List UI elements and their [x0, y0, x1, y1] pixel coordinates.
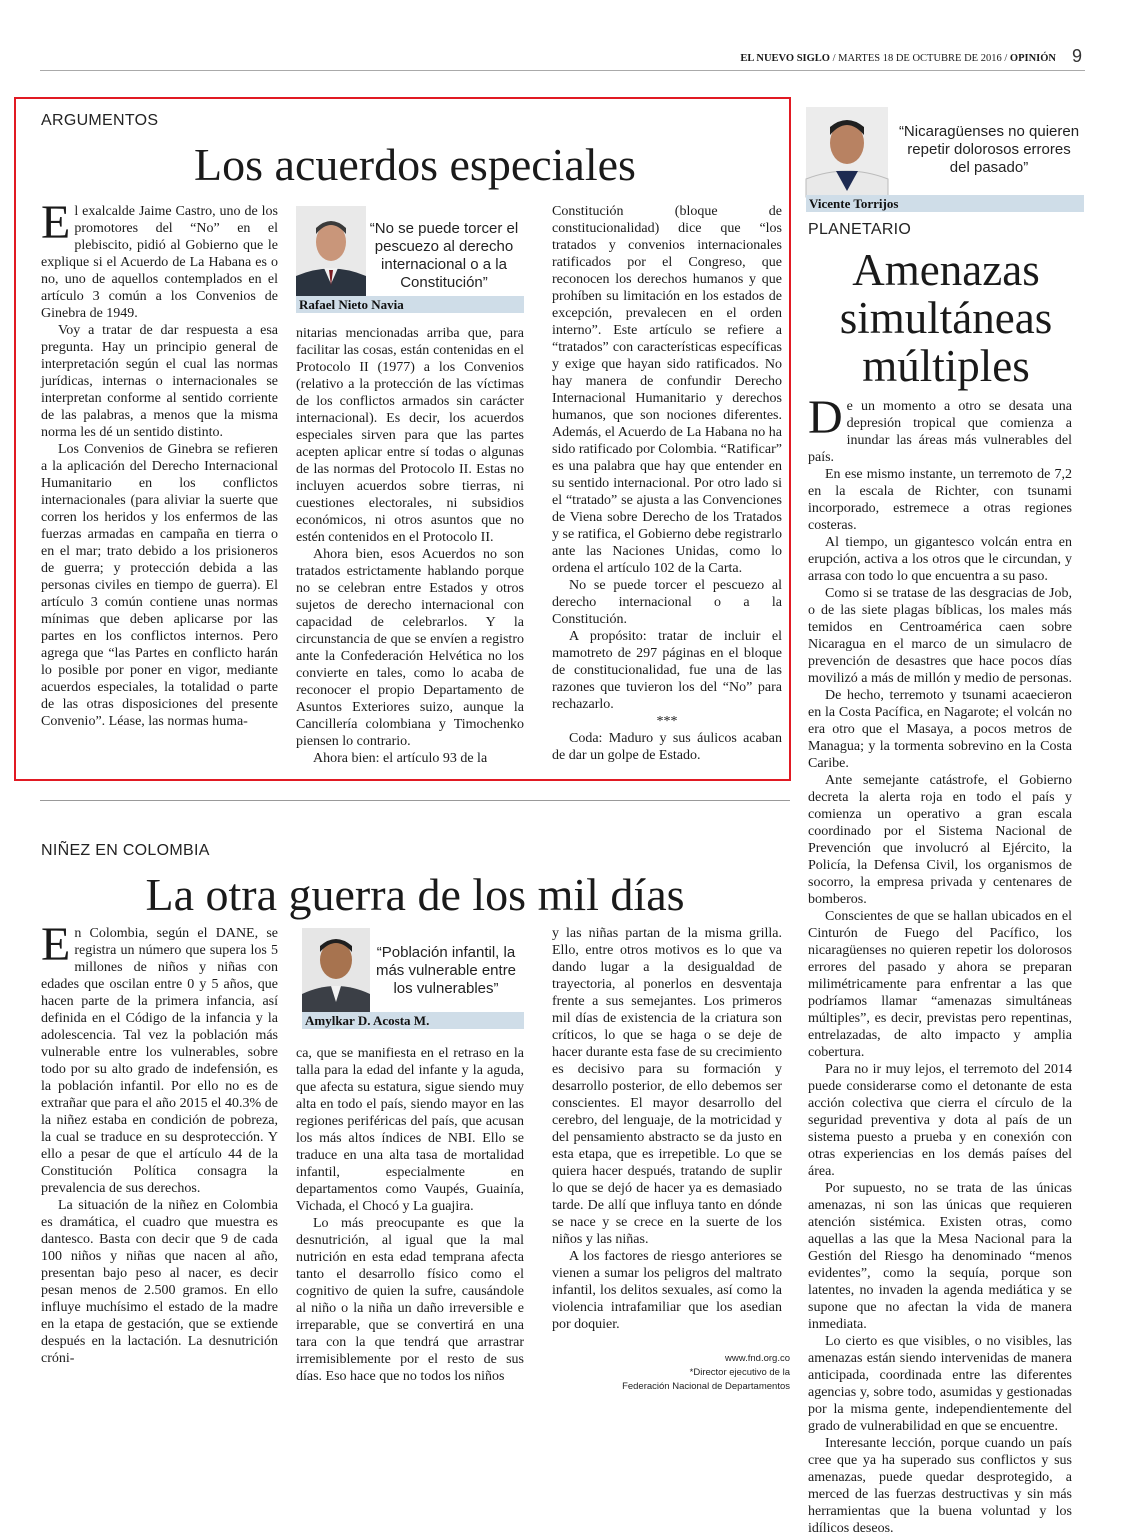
paragraph: De hecho, terremoto y tsunami acaecieron en la Costa Pacífica, en Nagarote; el volcán no era otro que el Masaya, a pocos metros de Managua; y la tormenta sobrevino en la Costa Caribe. [808, 688, 1072, 771]
article-title-amenazas [806, 246, 1086, 390]
section-label-argumentos: ARGUMENTOS [41, 112, 159, 129]
author-box-nieto [296, 206, 524, 312]
paragraph: No se puede torcer el pescuezo al derecho internacional o a la Constitución. [552, 578, 782, 627]
drop-cap: E [41, 918, 71, 971]
article-title-acuerdos: Los acuerdos especiales [194, 139, 636, 190]
paragraph: Por supuesto, no se trata de las únicas amenazas, ni son las únicas que requieren atención sistémica. Existen otras, como aquellas a las que la Mesa Nacional para la Gestión del Riesgo ha denominado “menos evidentes”, como la sequía, porque son latentes, no invaden la agenda mediática y se supone que no afectan la vida de manera inmediata. [808, 1181, 1072, 1332]
title-line: simultáneas [839, 293, 1053, 343]
paragraph: l exalcalde Jaime Castro, uno de los promotores del “No” en el plebiscito, pidió al Gobierno que le explique si el Acuerdo de La Habana es o no, uno de aquellos contemplados en el artículo 3 común a los Convenios de Ginebra de 1949. [41, 204, 278, 321]
paragraph: nitarias mencionadas arriba que, para facilitar las cosas, están contenidas en el Protocolo II (1977) a los Convenios (relativo a la protección de las víctimas de los conflictos armados sin carácter internacional). Es decir, los acuerdos especiales sirven para que las partes acepten aplicar entre sí todas o algunas de las normas del Protocolo II. Estas no incluyen acuerdos sobre tierras, ni cuestiones electorales, ni subsidios económicos, ni otros asuntos que no estén contenidos en el Protocolo II. [296, 326, 524, 545]
paragraph: y las niñas partan de la misma grilla. Ello, entre otros motivos es lo que va dando lugar a la desigualdad de trayectoria, al ponerlos en desventaja frente a sus semejantes. Los primeros mil días de existencia de la criatura son críticos, lo que se haga o se deje de hacer durante esta fase de su crecimiento es decisivo para su formación y desarrollo posterior, de ello debemos ser conscientes. El mayor desarrollo del cerebro, del lenguaje, de la motricidad y del pensamiento abstracto se da justo en esta etapa, que es irrepetible. Lo que se quiera hacer después, tratando de suplir lo que se dejó de hacer ya es demasiado tarde. De allí que influya tanto en dónde se nace y se crece en la suerte de los niños y las niñas. [552, 926, 782, 1247]
separator: *** [656, 714, 678, 729]
author-photo [302, 928, 370, 1012]
credit-org: Federación Nacional de Departamentos [622, 1381, 790, 1392]
paper-name: EL NUEVO SIGLO [740, 53, 830, 64]
paragraph: Constitución (bloque de constitucionalidad) dice que “los tratados y convenios internacionales ratificados por el Congreso, que reconocen los derechos humanos y que prohíben su limitación en los estados de excepción, prevalecen en el orden interno”. Este artículo se refiere a “tratados” con características específicas y exige que hayan sido ratificados. No hay manera de confundir Derecho Internacional Humanitario y derechos humanos, que son nociones diferentes. Además, el Acuerdo de La Habana no ha sido ratificado por Colombia. “Ratificar” es una palabra que hay que entender en su sentido internacional. Por otro lado si el “tratado” se ajusta a las Convenciones de Viena sobre Derecho de los Tratados y se ratifica, el Gobierno debe registrarlo ante las Naciones Unidas, como lo ordena el artículo 102 de la Carta. [552, 204, 782, 576]
paragraph: A los factores de riesgo anteriores se vienen a sumar los peligros del maltrato infantil, los delitos sexuales, así como la violencia intrafamiliar que los asedian por doquier. [552, 1249, 782, 1332]
section-label-ninez: NIÑEZ EN COLOMBIA [41, 842, 210, 859]
paragraph: Ahora bien, esos Acuerdos no son tratados estrictamente hablando porque no se celebran entre Estados y otros sujetos de derecho internacional con capacidad de celebrarlos. Y la circunstancia de que se envíen a registro ante la Confederación Helvética no los convierte en tales, como lo acaba de reconocer el propio Departamento de Asuntos Exteriores suizo, aunque la Cancillería colombiana y Timochenko piensen lo contrario. [296, 547, 524, 749]
paragraph: Voy a tratar de dar respuesta a esa pregunta. Hay un principio general de interpretación según el cual las normas jurídicas, internas o internacionales se interpretan conforme al sentido corriente de las palabras, a menos que la misma norma les dé un sentido distinto. [41, 323, 278, 440]
paragraph: Ahora bien: el artículo 93 de la [313, 751, 488, 766]
paragraph: ca, que se manifiesta en el retraso en la talla para la edad del infante y la aguda, que afecta su estatura, sigue siendo muy alta en todo el país, siendo mayor en las regiones periféricas del país, que acusan los más altos índices de NBI. Ello se traduce en una alta tasa de mortalidad infantil, especialmente en departamentos como Vaupés, Guainía, Vichada, el Chocó y La guajira. [296, 1046, 524, 1214]
pull-quote: “Población infantil, la más vulnerable entre los vulnerables” [375, 944, 517, 997]
article1-column-2 [296, 325, 524, 767]
paragraph: e un momento a otro se desata una depresión tropical que comienza a inundar las áreas más vulnerables del país. [808, 399, 1072, 465]
pull-quote: “No se puede torcer el pescuezo al derecho internacional o a la Constitución” [369, 220, 519, 291]
article2-column-2 [296, 1045, 524, 1385]
paragraph: Para no ir muy lejos, el terremoto del 2014 puede considerarse como el detonante de esta acción colectiva que cierra el círculo de la seguridad preventiva y dota al país de un sistema puesto a prueba y en conexión con otras experiencias en los demás países del área. [808, 1062, 1072, 1179]
page-number: 9 [1072, 46, 1083, 66]
author-name: Amylkar D. Acosta M. [302, 1012, 524, 1029]
title-line: múltiples [862, 341, 1030, 391]
section-label-planetario: PLANETARIO [808, 221, 912, 238]
paragraph: Al tiempo, un gigantesco volcán entra en erupción, activa a los otros que le circundan, y arrasa con todo lo que encuentra a su paso. [808, 535, 1072, 584]
section-name: OPINIÓN [1009, 53, 1056, 64]
author-name: Vicente Torrijos [806, 195, 1084, 212]
pull-quote: “Nicaragüenses no quieren repetir dolorosos errores del pasado” [898, 123, 1080, 176]
article1-column-3 [552, 203, 782, 764]
paragraph: Conscientes de que se hallan ubicados en el Cinturón de Fuego del Pacífico, los nicaragüenses no quieren repetir los dolorosos errores del pasado y ahora se preparan milimétricamente para enfrentar a las que podríamos llamar “amenazas simultáneas múltiples”, es decir, previstas pero repentinas, entrelazadas, de alto impacto y amplia cobertura. [808, 909, 1072, 1060]
author-credit [552, 1352, 790, 1394]
paragraph: Lo más preocupante es que la desnutrición, al igual que la mal nutrición en esta edad temprana afecta tanto el desarrollo físico como el cognitivo de quien la sufre, causándole al niño o la niña un daño irreversible e irreparable, que se convertirá en una tara con la que tendrá que arrastrar irremisiblemente por el resto de sus días. Eso hace que no todos los niños [296, 1216, 524, 1384]
drop-cap: D [808, 391, 843, 444]
credit-role: *Director ejecutivo de la [689, 1367, 790, 1378]
paragraph: Coda: Maduro y sus áulicos acaban de dar un golpe de Estado. [552, 731, 782, 763]
article-title-mil-dias: La otra guerra de los mil días [145, 869, 685, 920]
author-photo [296, 206, 366, 296]
author-box-acosta [302, 928, 524, 1032]
paragraph: n Colombia, según el DANE, se registra un número que supera los 5 millones de niños y niñas con edades que oscilan entre 0 y 5 años, que hacen parte de la primera infancia, así definida en el Código de la infancia y la adolescencia. Tal vez la población más vulnerable entre los vulnerables, sobre todo por su alto grado de indefensión, es la población infantil. Por ello no es de extrañar que para el año 2015 el 40.3% de la niñez estaba en condición de pobreza, la cual se traduce en su desprotección. Y ello a pesar de que el artículo 44 de la Constitución Política consagra la prevalencia de sus derechos. [41, 926, 278, 1196]
header-rule [40, 70, 1085, 71]
article3-column [808, 391, 1073, 1537]
credit-url: www.fnd.org.co [725, 1353, 790, 1364]
title-line: Amenazas [852, 245, 1040, 295]
paragraph: Lo cierto es que visibles, o no visibles, las amenazas están siendo intervenidas de manera anticipada, coordinada entre las diferentes agencias y, sobre todo, asumidas y gestionadas por la misma gente, independientemente del grado de vulnerabilidad en que se encuentre. [808, 1334, 1072, 1434]
author-box-torrijos [806, 107, 1084, 213]
paragraph: A propósito: tratar de incluir el mamotreto de 297 páginas en el bloque de constitucionalidad, fue una de las razones que tuvieron los del “No” para rechazarlo. [552, 629, 782, 712]
drop-cap: E [41, 196, 71, 249]
paragraph: La situación de la niñez en Colombia es dramática, el cuadro que muestra es dantesco. Basta con decir que 9 de cada 100 niños y niñas que nacen al año, presentan bajo peso al nacer, es decir pesan menos de 2.500 gramos. En ello influye muchísimo el estado de la madre en la etapa de gestación, que se extiende después en la lactación. La desnutrición cróni- [41, 1198, 278, 1366]
article2-column-1 [41, 918, 278, 1367]
paragraph: Como si se tratase de las desgracias de Job, o de las siete plagas bíblicas, los males más temidos en Centroamérica caen sobre Nicaragua en el marco de un simulacro de prevención de desastres que hace pocos días movilizó a más de millón y medio de personas. [808, 586, 1073, 686]
issue-date: MARTES 18 DE OCTUBRE DE 2016 [838, 53, 1002, 64]
paragraph: Ante semejante catástrofe, el Gobierno decreta la alerta roja en todo el país y comienza un operativo a gran escala coordinado por el Sistema Nacional de Prevención que involucró al Ejército, la Policía, la Defensa Civil, los organismos de socorro, la empresa privada y centenares de bomberos. [808, 773, 1072, 907]
paragraph: En ese mismo instante, un terremoto de 7,2 en la escala de Richter, con tsunami incorporado, estremece a otras regiones costeras. [808, 467, 1072, 533]
paragraph: Interesante lección, porque cuando un país cree que ya ha superado sus conflictos y sus amenazas, puede quedar desprotegido, a merced de las fuerzas destructivas y sin más herramientas que la buena voluntad y los idílicos deseos. [808, 1436, 1072, 1536]
section-divider [40, 800, 790, 801]
paragraph: Los Convenios de Ginebra se refieren a la aplicación del Derecho Internacional Humanitario en los conflictos internacionales (para aliviar la suerte que corren los heridos y los enfermos de las fuerzas armadas en campaña en tierra o en el mar; trato debido a los prisioneros de guerra; y protección debida a las personas civiles en tiempo de guerra). El artículo 3 común contiene unas normas mínimas que deben aplicarse por las partes en los conflictos internos. Pero agrega que “las Partes en conflicto harán lo posible por poner en vigor, mediante acuerdos especiales, la totalidad o parte de las otras disposiciones del presente Convenio”. Léase, las normas huma- [41, 442, 278, 729]
article2-column-3 [552, 925, 782, 1333]
author-name: Rafael Nieto Navia [296, 296, 524, 313]
author-photo [806, 107, 888, 197]
masthead: EL NUEVO SIGLO / MARTES 18 DE OCTUBRE DE 2016 / OPINIÓN [740, 53, 1056, 64]
article1-column-1 [41, 196, 278, 730]
